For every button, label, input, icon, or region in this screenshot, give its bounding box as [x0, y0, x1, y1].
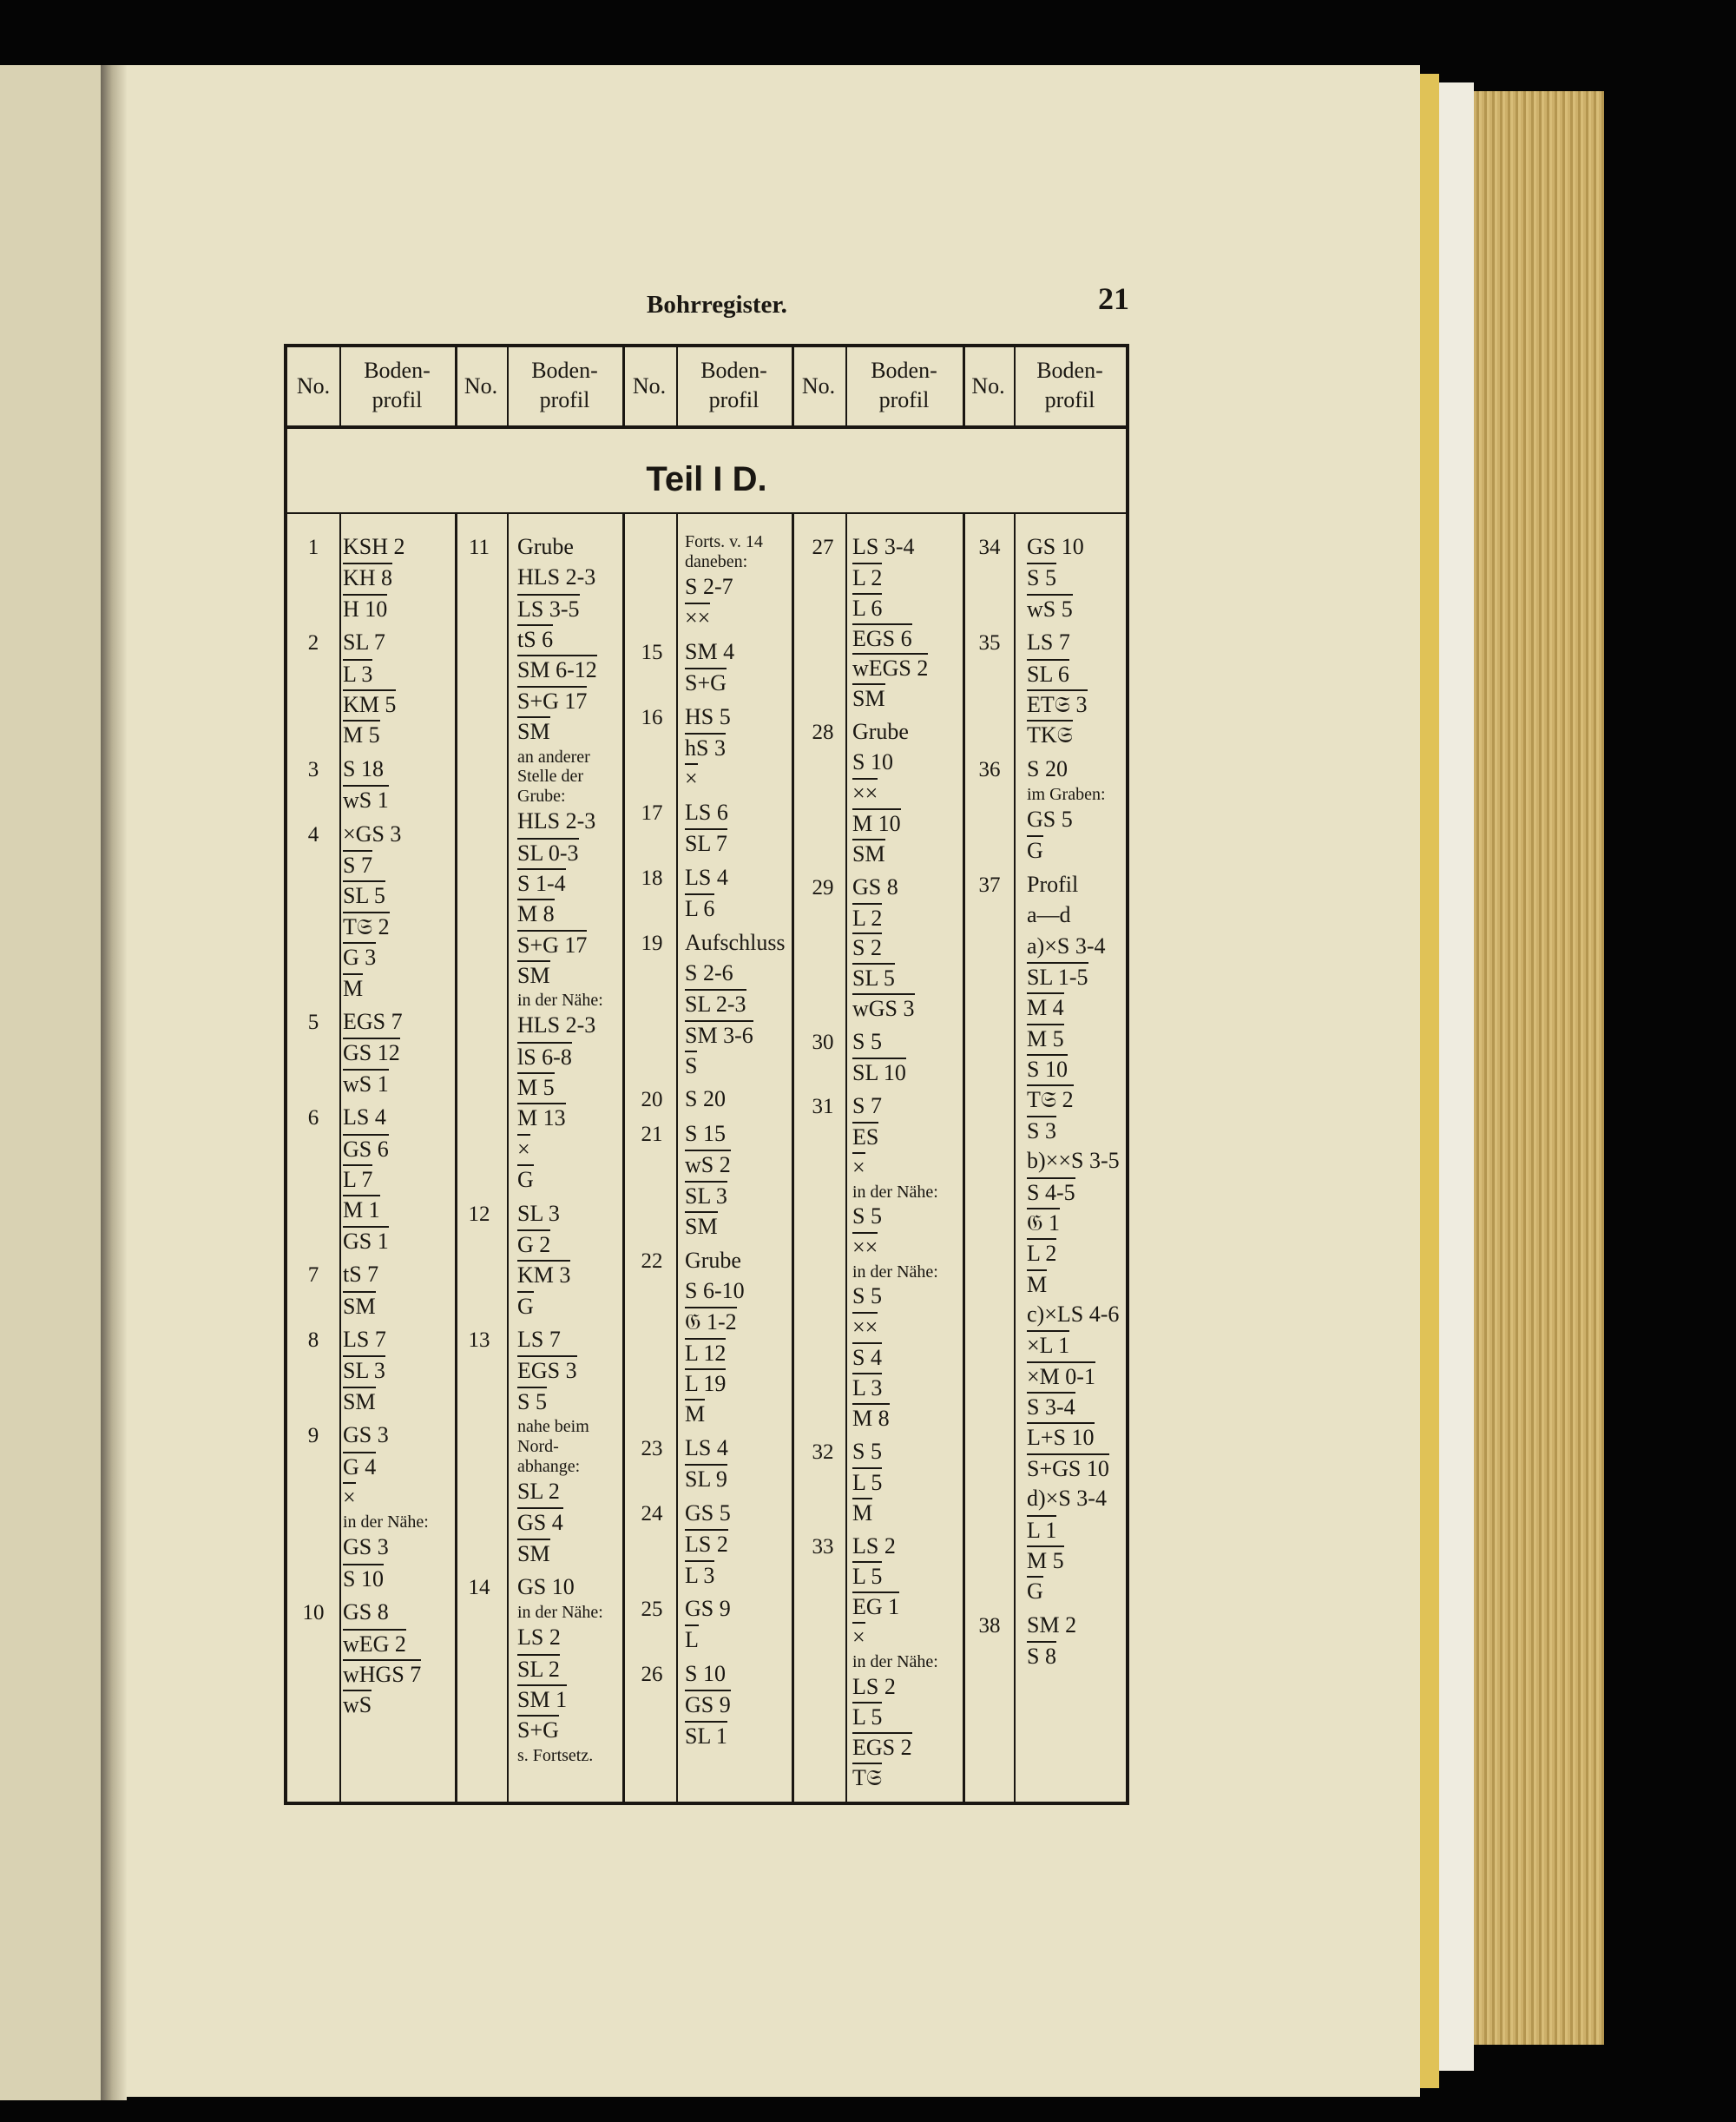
header-bodenprofil [339, 356, 455, 415]
running-head: Bohrregister. [647, 291, 787, 319]
soil-layer-entry: LS 4 [685, 864, 728, 890]
soil-layer-entry: L 2 [852, 563, 882, 591]
soil-layer-entry: L 2 [1027, 1238, 1056, 1267]
boring-number: 10 [302, 1601, 325, 1625]
header-no-label: No. [632, 373, 667, 399]
soil-layer-entry: Grube [685, 1247, 741, 1273]
soil-layer-entry: wEG 2 [343, 1629, 406, 1657]
soil-layer-entry: LS 2 [517, 1624, 561, 1651]
soil-layer-entry: b)××S 3-5 [1027, 1148, 1120, 1174]
soil-layer-entry: S 5 [852, 1283, 882, 1309]
soil-layer-entry: SM 2 [1027, 1611, 1077, 1638]
boring-number: 6 [307, 1106, 319, 1130]
soil-layer-entry: GS 3 [343, 1422, 389, 1448]
header-no [622, 372, 676, 401]
boring-number: 13 [468, 1328, 490, 1353]
bohrregister-table [284, 344, 1129, 1805]
soil-layer-entry: TK𝔖 [1027, 720, 1073, 748]
profile-note: in der Nähe: [517, 1603, 603, 1623]
soil-layer-entry: S+G 17 [517, 930, 587, 959]
no-column-separator [676, 514, 678, 1802]
soil-layer-entry: LS 7 [343, 1327, 386, 1353]
boring-number: 37 [978, 873, 1001, 897]
soil-layer-entry: SM 6-12 [517, 655, 597, 683]
boring-number: 16 [641, 705, 663, 729]
soil-layer-entry: HLS 2-3 [517, 1012, 596, 1038]
soil-layer-entry: S 18 [343, 755, 384, 781]
header-profil-line2: profil [1044, 387, 1095, 412]
soil-layer-entry: L 12 [685, 1338, 726, 1367]
soil-layer-entry: wGS 3 [852, 993, 915, 1022]
soil-layer-entry: S 5 [1027, 563, 1056, 591]
soil-layer-entry: LS 7 [1027, 629, 1070, 656]
soil-layer-entry: L 3 [685, 1560, 714, 1589]
header-profil-line1: Boden- [1036, 358, 1103, 383]
boring-number: 11 [468, 536, 490, 559]
boring-number: 24 [641, 1501, 663, 1526]
soil-layer-entry: a—d [1027, 902, 1071, 928]
boring-number: 33 [812, 1534, 834, 1559]
soil-layer-entry: M 5 [1027, 1024, 1064, 1052]
no-column-separator [845, 514, 847, 1802]
soil-layer-entry: LS 6 [685, 799, 728, 825]
soil-layer-entry: M 8 [852, 1403, 890, 1432]
soil-layer-entry: SM [343, 1291, 376, 1320]
boring-number: 28 [812, 721, 834, 745]
soil-layer-entry: wHGS 7 [343, 1659, 421, 1688]
header-no-label: No. [971, 373, 1005, 399]
header-bodenprofil [507, 356, 622, 415]
profile-note: Forts. v. 14 [685, 532, 763, 551]
soil-layer-entry: SM [517, 716, 550, 745]
soil-layer-entry: 𝔊 1-2 [685, 1307, 737, 1335]
soil-layer-entry: M 4 [1027, 992, 1064, 1021]
soil-layer-entry: ×L 1 [1027, 1330, 1069, 1359]
soil-layer-entry: SL 6 [1027, 659, 1069, 688]
header-no-label: No. [464, 373, 498, 399]
soil-layer-entry: S 2 [852, 932, 882, 961]
profile-note: in der Nähe: [517, 991, 603, 1011]
soil-layer-entry: SM [517, 960, 550, 989]
boring-number: 18 [641, 866, 663, 890]
section-rule [287, 512, 1126, 514]
boring-number: 3 [307, 757, 319, 781]
profile-note: an anderer [517, 747, 590, 767]
boring-number: 4 [307, 822, 319, 847]
soil-layer-entry: T𝔖 2 [1027, 1084, 1074, 1113]
soil-layer-entry: S 5 [852, 1203, 882, 1229]
soil-layer-entry: EGS 3 [517, 1355, 577, 1384]
column-separator [622, 514, 625, 1802]
soil-layer-entry: S 6-10 [685, 1277, 745, 1303]
soil-layer-entry: × [685, 763, 698, 792]
soil-layer-entry: ET𝔖 3 [1027, 689, 1088, 718]
soil-layer-entry: S 10 [685, 1660, 726, 1686]
soil-layer-entry: SL 5 [852, 963, 895, 992]
boring-number: 19 [641, 931, 663, 955]
page-stack-edges [1474, 91, 1604, 2045]
soil-layer-entry: S 2-7 [685, 573, 733, 599]
soil-layer-entry: G [1027, 1576, 1043, 1605]
soil-layer-entry: EGS 2 [852, 1732, 912, 1761]
soil-layer-entry: × [517, 1134, 530, 1163]
soil-layer-entry: M [1027, 1269, 1047, 1298]
profile-note: s. Fortsetz. [517, 1745, 594, 1765]
soil-layer-entry: L 2 [852, 903, 882, 932]
soil-layer-entry: Profil [1027, 871, 1079, 897]
soil-layer-entry: HS 5 [685, 703, 731, 729]
soil-layer-entry: GS 6 [343, 1134, 389, 1163]
soil-layer-entry: S 5 [852, 1438, 882, 1464]
soil-layer-entry: L 7 [343, 1164, 372, 1193]
soil-layer-entry: S 10 [852, 749, 893, 775]
boring-number: 1 [307, 536, 319, 559]
soil-layer-entry: GS 12 [343, 1038, 400, 1066]
soil-layer-entry: SL 3 [343, 1355, 385, 1384]
soil-layer-entry: S 2-6 [685, 959, 733, 985]
soil-layer-entry: S 20 [1027, 755, 1068, 781]
soil-layer-entry: ×× [852, 778, 878, 807]
soil-layer-entry: S+GS 10 [1027, 1453, 1109, 1482]
soil-layer-entry: SL 1-5 [1027, 962, 1088, 991]
soil-layer-entry: ×GS 3 [343, 820, 402, 847]
boring-number: 26 [641, 1662, 663, 1686]
soil-layer-entry: G [1027, 835, 1043, 864]
soil-layer-entry: S 10 [1027, 1054, 1068, 1083]
no-column-separator [1014, 514, 1016, 1802]
soil-layer-entry: SL 7 [343, 629, 385, 656]
soil-layer-entry: GS 8 [343, 1599, 389, 1625]
soil-layer-entry: tS 6 [517, 624, 553, 653]
soil-layer-entry: S 3 [1027, 1116, 1056, 1144]
soil-layer-entry: G [517, 1164, 534, 1193]
soil-layer-entry: SL 0-3 [517, 838, 579, 867]
soil-layer-entry: SM 1 [517, 1684, 567, 1713]
soil-layer-entry: SL 1 [685, 1721, 727, 1750]
soil-layer-entry: M 13 [517, 1103, 566, 1131]
soil-layer-entry: KSH 2 [343, 534, 405, 559]
soil-layer-entry: SM [852, 839, 885, 867]
soil-layer-entry: M [343, 973, 363, 1002]
soil-layer-entry: M 5 [1027, 1545, 1064, 1574]
soil-layer-entry: L 6 [685, 893, 714, 922]
soil-layer-entry: M 5 [517, 1072, 555, 1101]
boring-number: 7 [307, 1263, 319, 1288]
soil-layer-entry: ×M 0-1 [1027, 1361, 1095, 1390]
soil-layer-entry: wS 5 [1027, 594, 1073, 623]
soil-layer-entry: S+G 17 [517, 686, 587, 715]
soil-layer-entry: G 4 [343, 1452, 376, 1480]
soil-layer-entry: × [343, 1482, 356, 1511]
boring-number: 2 [307, 631, 319, 656]
soil-layer-entry: LS 4 [685, 1434, 728, 1460]
header-no-label: No. [296, 373, 331, 399]
soil-layer-entry: LS 2 [852, 1673, 896, 1699]
profile-note: Stelle der [517, 767, 584, 787]
boring-number: 34 [978, 536, 1001, 559]
header-profil-line2: profil [539, 387, 590, 412]
soil-layer-entry: M [685, 1399, 705, 1427]
soil-layer-entry: SL 10 [852, 1058, 906, 1086]
header-no [792, 372, 845, 401]
soil-layer-entry: SM 3-6 [685, 1020, 753, 1049]
soil-layer-entry: KH 8 [343, 563, 392, 591]
soil-layer-entry: HLS 2-3 [517, 808, 596, 834]
boring-number: 12 [468, 1202, 490, 1226]
soil-layer-entry: M 8 [517, 899, 555, 927]
soil-layer-entry: GS 4 [517, 1507, 563, 1536]
soil-layer-entry: SM [343, 1387, 376, 1415]
soil-layer-entry: LS 2 [852, 1532, 896, 1559]
boring-number: 8 [307, 1328, 319, 1353]
column-separator [792, 514, 794, 1802]
soil-layer-entry: SL 2-3 [685, 989, 746, 1018]
soil-layer-entry: L 5 [852, 1467, 882, 1496]
profile-note: daneben: [685, 551, 748, 571]
soil-layer-entry: wS 2 [685, 1150, 731, 1178]
column-separator [963, 514, 965, 1802]
header-profil-line1: Boden- [531, 358, 598, 383]
header-profil-line2: profil [708, 387, 760, 412]
soil-layer-entry: L 1 [1027, 1515, 1056, 1544]
soil-layer-entry: SL 2 [517, 1478, 560, 1504]
soil-layer-entry: tS 7 [343, 1262, 379, 1288]
soil-layer-entry: Aufschluss [685, 929, 786, 955]
boring-number: 5 [307, 1011, 319, 1035]
soil-layer-entry: EGS 6 [852, 623, 912, 652]
boring-number: 17 [641, 801, 663, 825]
soil-layer-entry: S+G [517, 1715, 559, 1743]
soil-layer-entry: SL 3 [685, 1181, 727, 1209]
soil-layer-entry: LS 2 [685, 1529, 728, 1558]
boring-number: 38 [978, 1613, 1001, 1638]
soil-layer-entry: EG 1 [852, 1592, 899, 1620]
soil-layer-entry: KM 5 [343, 689, 396, 718]
soil-layer-entry: S 5 [852, 1029, 882, 1055]
soil-layer-entry: G 2 [517, 1229, 550, 1258]
soil-layer-entry: GS 3 [343, 1534, 389, 1560]
soil-layer-entry: S 10 [343, 1564, 384, 1592]
page-edge-white [1439, 82, 1474, 2071]
header-profil-line1: Boden- [871, 358, 937, 383]
soil-layer-entry: KM 3 [517, 1260, 570, 1288]
soil-layer-entry: LS 3-5 [517, 594, 580, 623]
soil-layer-entry: L [685, 1624, 699, 1653]
soil-layer-entry: LS 3-4 [852, 534, 915, 559]
soil-layer-entry: c)×LS 4-6 [1027, 1302, 1120, 1327]
soil-layer-entry: M 1 [343, 1195, 380, 1223]
header-profil-line2: profil [372, 387, 423, 412]
soil-layer-entry: Grube [852, 719, 909, 745]
header-no [963, 372, 1014, 401]
soil-layer-entry: d)×S 3-4 [1027, 1486, 1107, 1512]
soil-layer-entry: H 10 [343, 594, 387, 623]
soil-layer-entry: EGS 7 [343, 1009, 403, 1035]
soil-layer-entry: GS 5 [685, 1499, 731, 1526]
soil-layer-entry: wS 1 [343, 785, 389, 814]
soil-layer-entry: SM [685, 1211, 718, 1240]
soil-layer-entry: SM [517, 1539, 550, 1567]
boring-number: 14 [468, 1576, 490, 1600]
soil-layer-entry: S 3-4 [1027, 1392, 1075, 1420]
profile-note: Nord- [517, 1437, 559, 1457]
boring-number: 36 [978, 757, 1001, 781]
header-rule [287, 425, 1126, 429]
header-no-label: No. [801, 373, 836, 399]
soil-layer-entry: S 5 [517, 1387, 547, 1415]
header-bodenprofil [676, 356, 792, 415]
soil-layer-entry: GS 5 [1027, 807, 1073, 833]
boring-number: 35 [978, 631, 1001, 656]
header-bodenprofil [1014, 356, 1126, 415]
soil-layer-entry: Grube [517, 534, 574, 559]
soil-layer-entry: S 4 [852, 1342, 882, 1371]
boring-number: 20 [641, 1088, 663, 1112]
no-column-separator [507, 514, 509, 1802]
soil-layer-entry: L 5 [852, 1561, 882, 1590]
boring-number: 27 [812, 536, 834, 559]
profile-note: in der Nähe: [852, 1651, 938, 1671]
boring-number: 9 [307, 1424, 319, 1448]
soil-layer-entry: × [852, 1152, 865, 1181]
soil-layer-entry: S 4-5 [1027, 1177, 1075, 1206]
soil-layer-entry: G [517, 1291, 534, 1320]
soil-layer-entry: wS 1 [343, 1069, 389, 1097]
soil-layer-entry: S 7 [343, 850, 372, 879]
soil-layer-entry: SL 2 [517, 1654, 560, 1683]
soil-layer-entry: ×× [685, 603, 710, 631]
soil-layer-entry: S [685, 1051, 697, 1079]
section-title: Teil I D. [646, 460, 767, 498]
soil-layer-entry: wS [343, 1690, 372, 1718]
soil-layer-entry: SL 9 [685, 1464, 727, 1493]
soil-layer-entry: SL 5 [343, 880, 385, 909]
soil-layer-entry: M 5 [343, 720, 380, 748]
boring-number: 25 [641, 1598, 663, 1622]
page-edge-gilt [1420, 74, 1439, 2088]
header-no [455, 372, 507, 401]
header-profil-line1: Boden- [700, 358, 767, 383]
soil-layer-entry: SM [852, 683, 885, 712]
soil-layer-entry: a)×S 3-4 [1027, 932, 1106, 959]
soil-layer-entry: ×× [852, 1232, 878, 1261]
soil-layer-entry: 𝔊 1 [1027, 1208, 1060, 1236]
header-profil-line1: Boden- [364, 358, 431, 383]
soil-layer-entry: ES [852, 1122, 878, 1150]
soil-layer-entry: T𝔖 [852, 1763, 882, 1791]
profile-note: in der Nähe: [343, 1512, 429, 1532]
soil-layer-entry: S 20 [685, 1086, 726, 1112]
soil-layer-entry: M 10 [852, 808, 901, 837]
soil-layer-entry: wEGS 2 [852, 653, 928, 682]
header-bodenprofil [845, 356, 963, 415]
header-no [287, 372, 339, 401]
profile-note: Grube: [517, 787, 566, 807]
soil-layer-entry: G 3 [343, 942, 376, 971]
soil-layer-entry: GS 9 [685, 1690, 731, 1718]
boring-number: 22 [641, 1249, 663, 1273]
left-page-edge [0, 65, 101, 2100]
header-profil-line2: profil [878, 387, 930, 412]
no-column-separator [339, 514, 341, 1802]
profile-note: abhange: [517, 1456, 581, 1476]
boring-number: 15 [641, 640, 663, 664]
profile-note: in der Nähe: [852, 1262, 938, 1282]
soil-layer-entry: L 5 [852, 1702, 882, 1730]
soil-layer-entry: T𝔖 2 [343, 912, 390, 940]
soil-layer-entry: L+S 10 [1027, 1422, 1095, 1451]
soil-layer-entry: L 3 [852, 1373, 882, 1401]
soil-layer-entry: hS 3 [685, 733, 726, 761]
page-number: 21 [1098, 281, 1129, 316]
boring-number: 29 [812, 875, 834, 900]
soil-layer-entry: GS 1 [343, 1226, 389, 1255]
soil-layer-entry: SM 4 [685, 638, 735, 664]
soil-layer-entry: SL 3 [517, 1200, 560, 1226]
soil-layer-entry: ×× [852, 1312, 878, 1341]
boring-number: 30 [812, 1031, 834, 1055]
boring-number: 21 [641, 1123, 663, 1146]
soil-layer-entry: L 19 [685, 1368, 726, 1397]
soil-layer-entry: S 7 [852, 1092, 882, 1118]
soil-layer-entry: LS 7 [517, 1327, 561, 1353]
boring-number: 31 [812, 1094, 834, 1118]
soil-layer-entry: L 3 [343, 659, 372, 688]
soil-layer-entry: S 1-4 [517, 868, 566, 897]
soil-layer-entry: S+G [685, 668, 727, 696]
soil-layer-entry: GS 10 [517, 1574, 575, 1600]
soil-layer-entry: GS 8 [852, 873, 898, 900]
soil-layer-entry: LS 4 [343, 1104, 386, 1130]
soil-layer-entry: S 15 [685, 1121, 726, 1146]
book-gutter [101, 65, 127, 2100]
profile-note: nahe beim [517, 1417, 589, 1437]
boring-number: 32 [812, 1440, 834, 1464]
soil-layer-entry: S 8 [1027, 1641, 1056, 1670]
soil-layer-entry: × [852, 1622, 865, 1651]
soil-layer-entry: GS 9 [685, 1596, 731, 1622]
profile-note: in der Nähe: [852, 1182, 938, 1202]
profile-note: im Graben: [1027, 785, 1106, 805]
soil-layer-entry: SL 7 [685, 828, 727, 857]
column-separator [455, 514, 457, 1802]
soil-layer-entry: L 6 [852, 593, 882, 622]
soil-layer-entry: GS 10 [1027, 534, 1084, 559]
soil-layer-entry: M [852, 1498, 872, 1526]
soil-layer-entry: lS 6-8 [517, 1042, 572, 1071]
soil-layer-entry: HLS 2-3 [517, 564, 596, 590]
boring-number: 23 [641, 1436, 663, 1460]
